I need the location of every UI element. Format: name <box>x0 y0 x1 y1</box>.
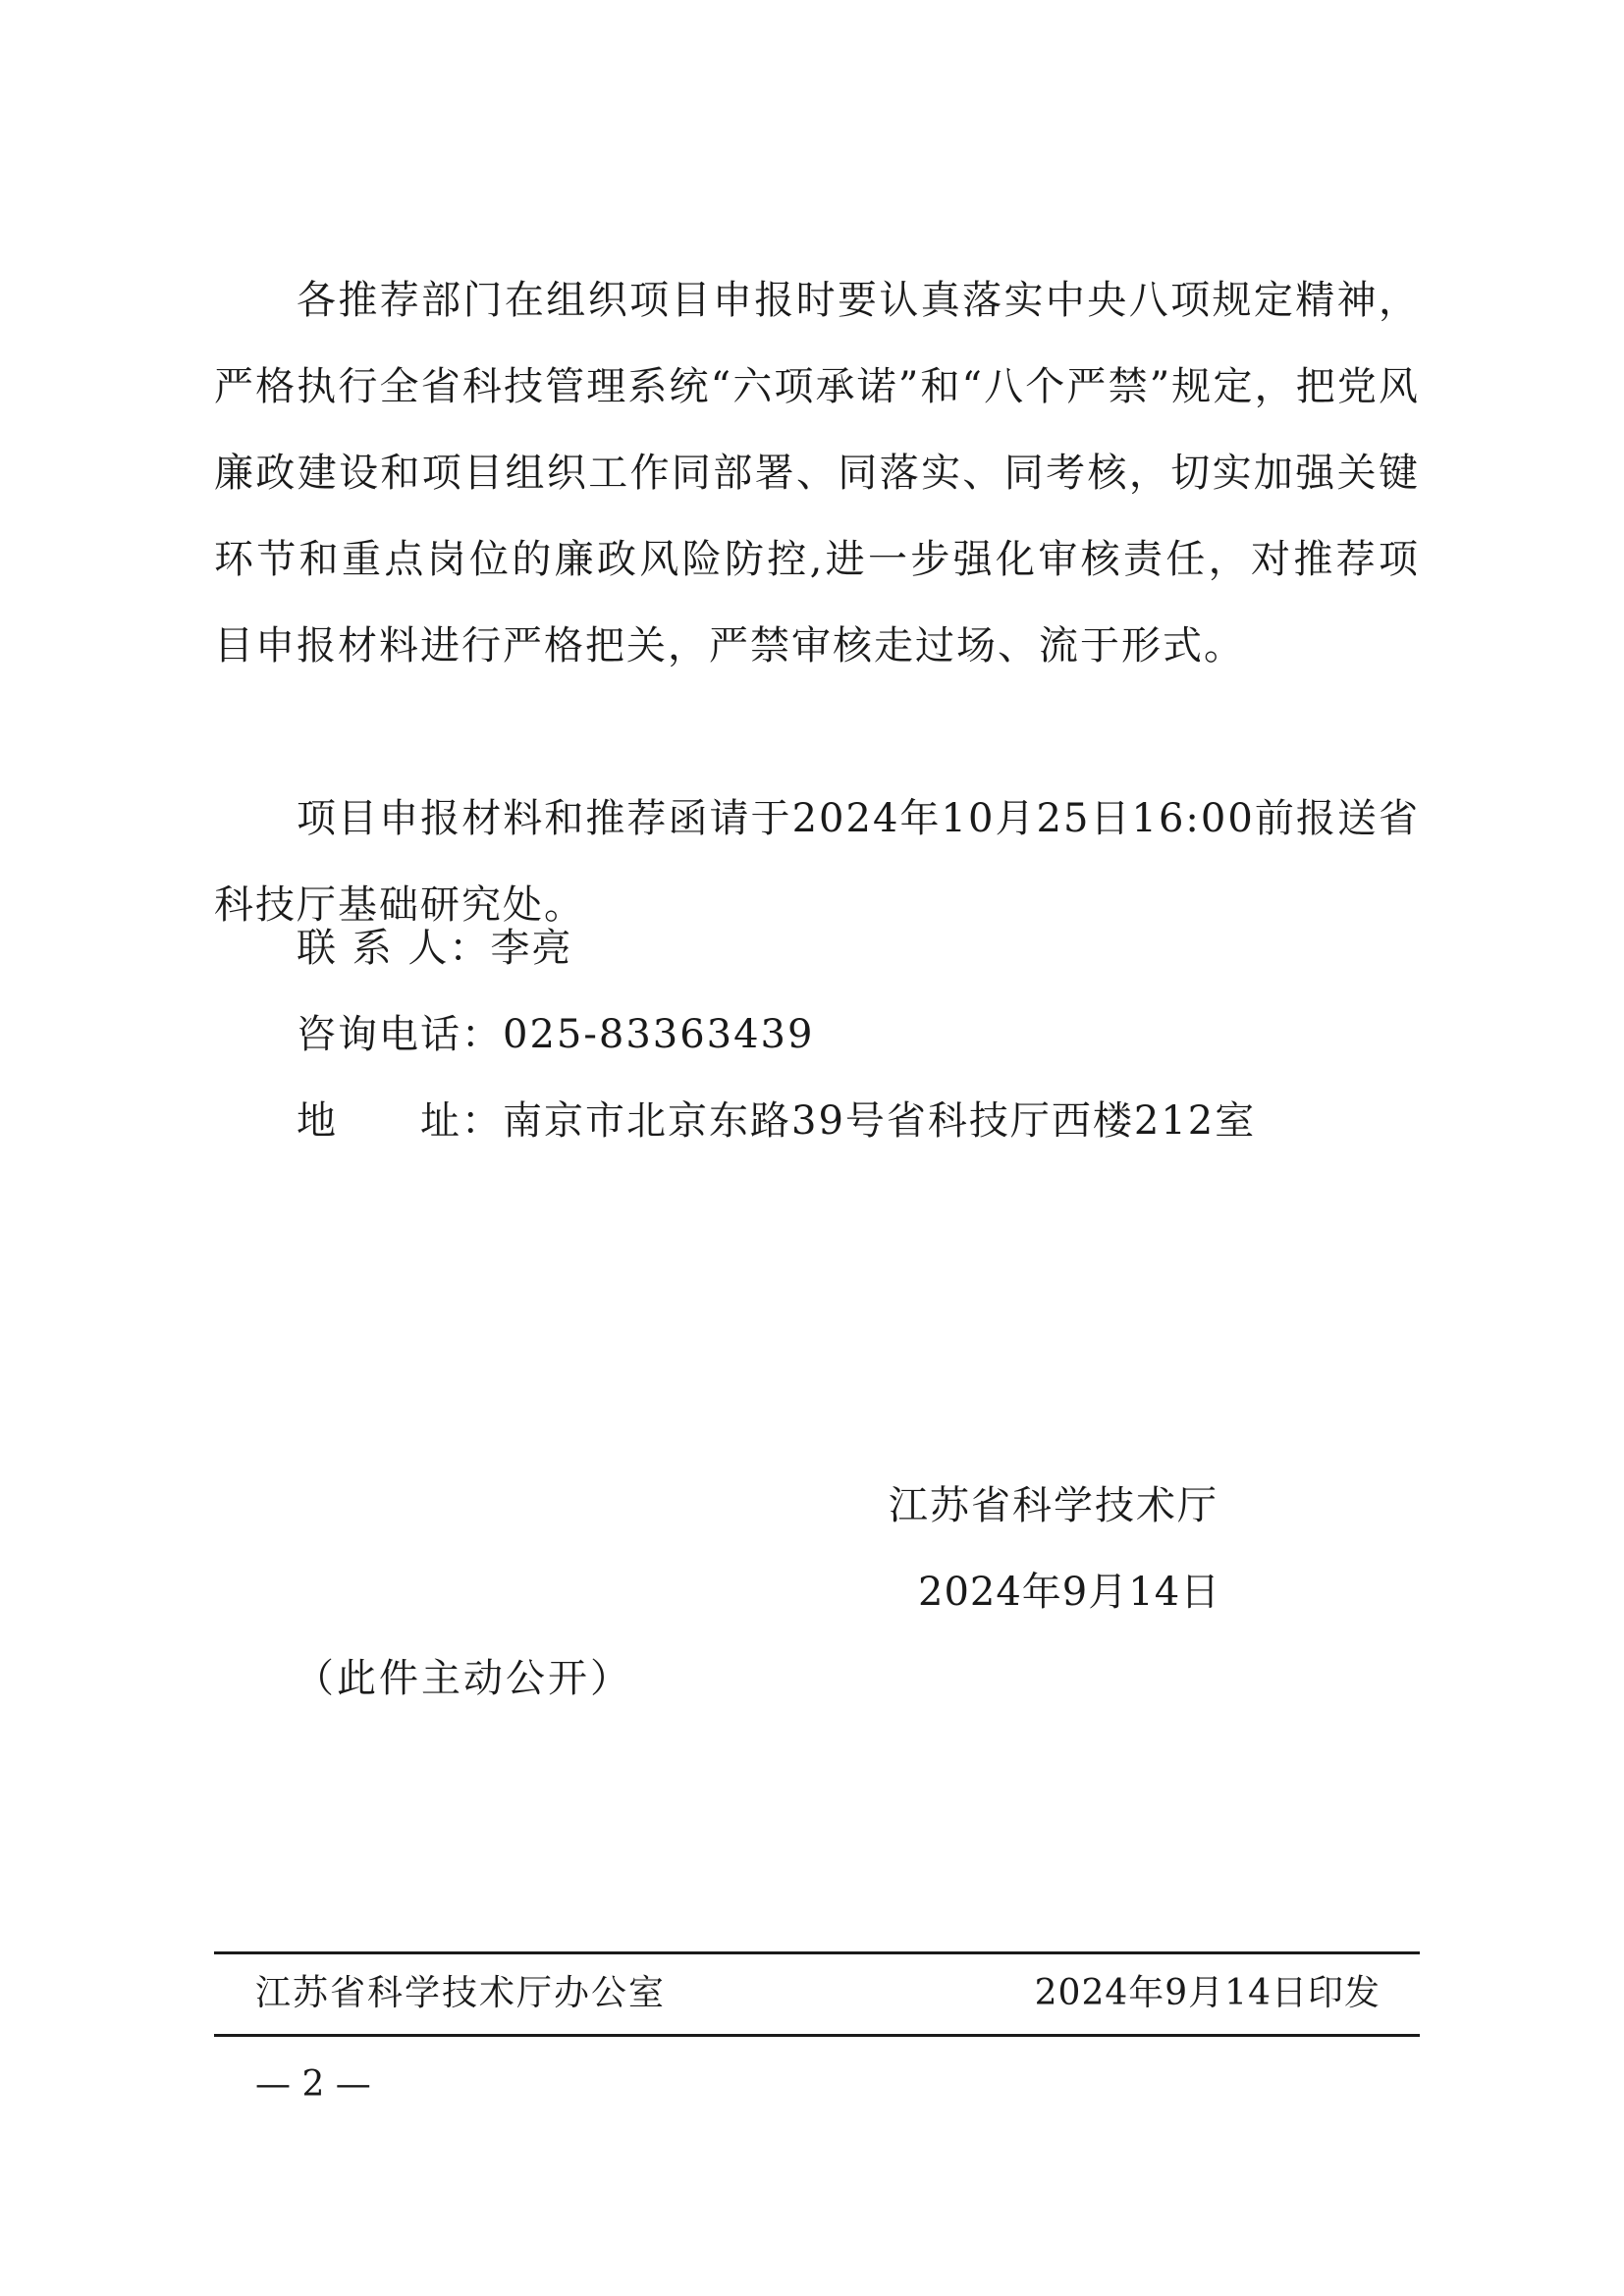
body-paragraph-deadline: 项目申报材料和推荐函请于2024年10月25日16:00前报送省科技厅基础研究处。 <box>214 796 1420 928</box>
footer-issue-date: 2024年9月14日印发 <box>1034 1973 1380 2013</box>
contact-address-value: 南京市北京东路39号省科技厅西楼212室 <box>503 1098 1257 1144</box>
contact-address-label: 地 址： <box>297 1098 503 1144</box>
contact-person-label: 联 系 人： <box>297 926 491 971</box>
contact-person-value: 李亮 <box>490 926 573 971</box>
signature-date: 2024年9月14日 <box>918 1570 1221 1615</box>
footer-issuing-office: 江苏省科学技术厅办公室 <box>255 1973 667 2013</box>
contact-phone-line <box>297 991 814 1078</box>
contact-phone-label: 咨询电话： <box>297 1012 503 1057</box>
contact-person-line <box>297 905 572 991</box>
body-paragraph-integrity: 各推荐部门在组织项目申报时要认真落实中央八项规定精神，严格执行全省科技管理系统“六项承诺”和“八个严禁”规定，把党风廉政建设和项目组织工作同部署、同落实、同考核，切实加强关键环节和重点岗位的廉政风险防控,进一步强化审核责任，对推荐项目申报材料进行严格把关，严禁审核走过场、流于形式。 <box>214 278 1420 668</box>
footer-top-rule <box>214 1951 1420 1954</box>
page-number: — 2 — <box>255 2064 371 2105</box>
footer-bottom-rule <box>214 2034 1420 2037</box>
contact-address-line <box>297 1078 1256 1164</box>
signature-organization: 江苏省科学技术厅 <box>889 1483 1218 1528</box>
contact-phone-value: 025-83363439 <box>503 1012 815 1057</box>
disclosure-note: （此件主动公开） <box>295 1656 632 1701</box>
